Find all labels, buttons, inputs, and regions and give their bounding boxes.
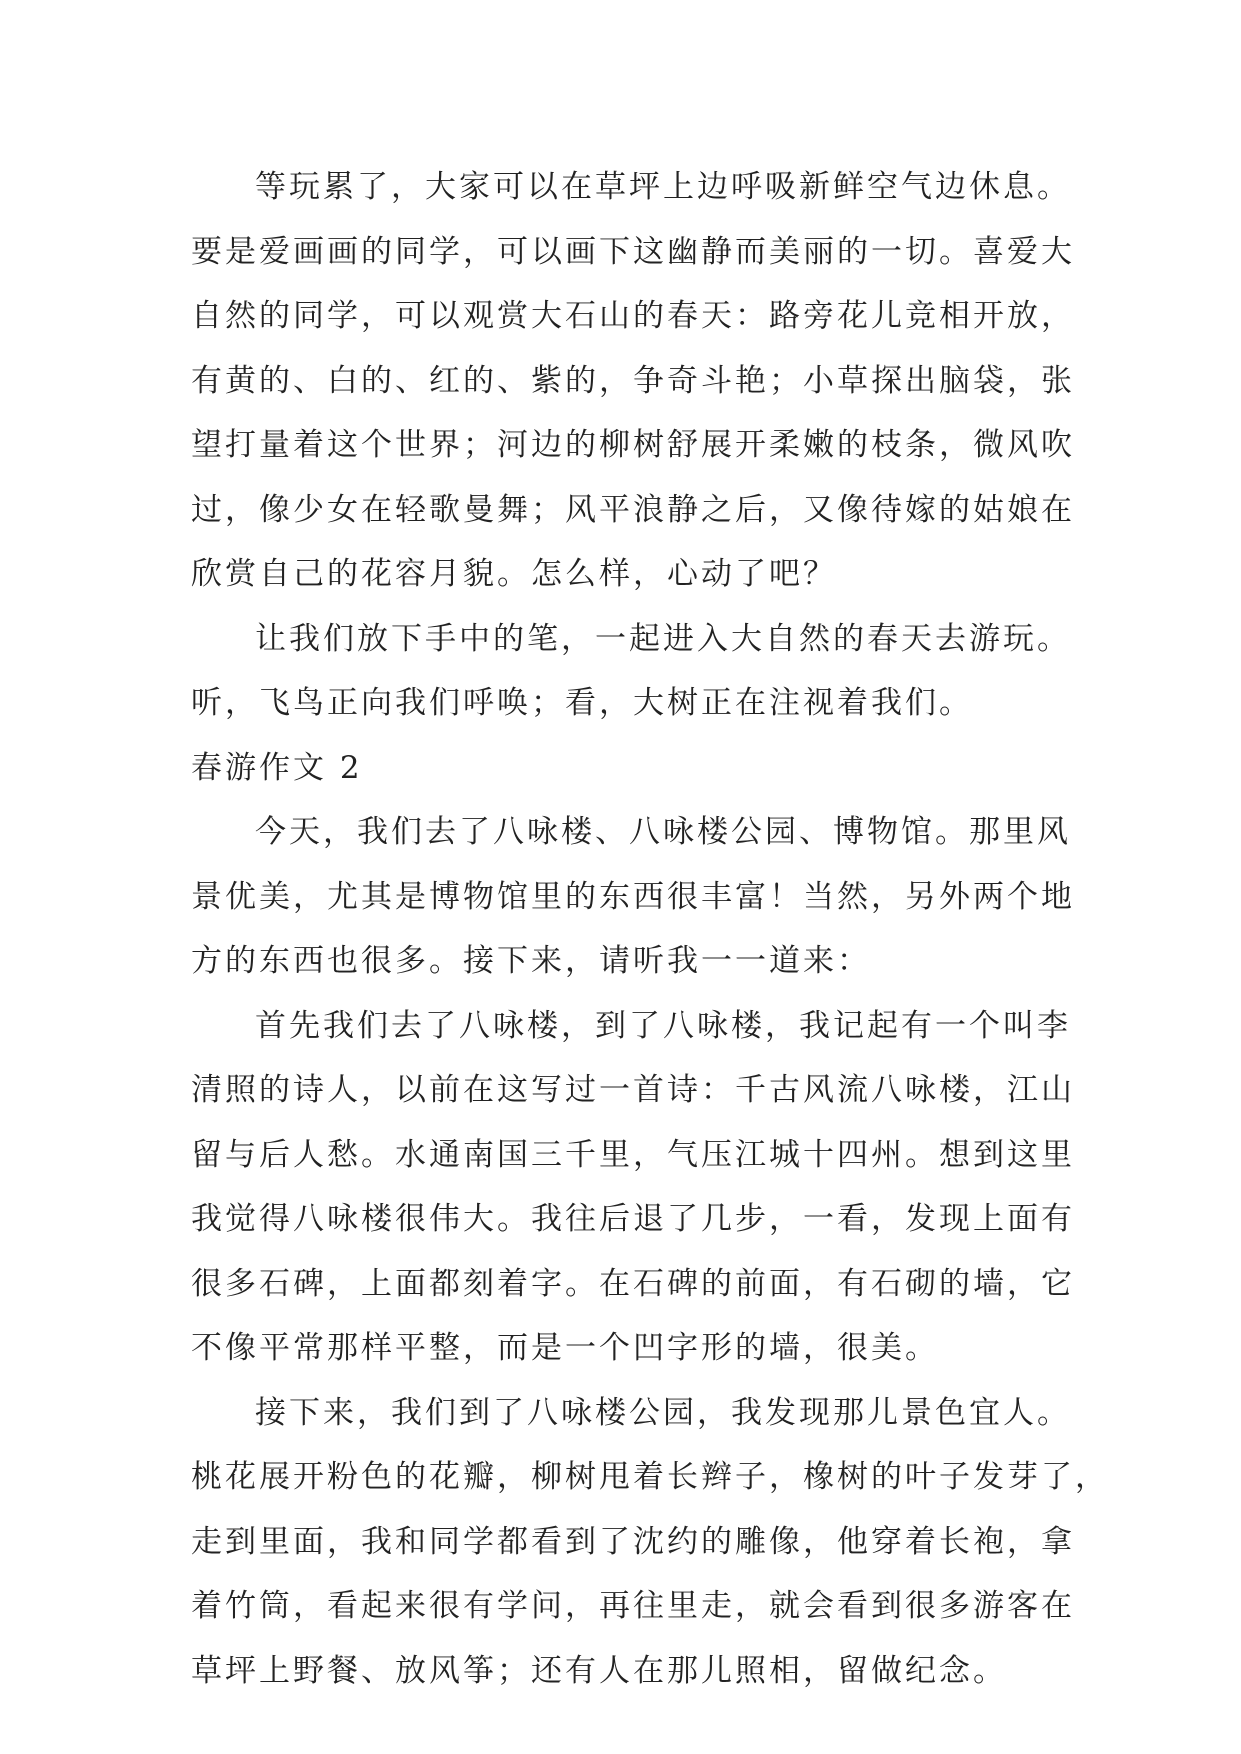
- text-line: 欣赏自己的花容月貌。怎么样，心动了吧？: [191, 556, 837, 592]
- paragraph: [191, 155, 1075, 607]
- text-line: 我觉得八咏楼很伟大。我往后退了几步，一看，发现上面有: [191, 1201, 1075, 1237]
- text-line: 很多石碑，上面都刻着字。在石碑的前面，有石砌的墙，它: [191, 1265, 1075, 1302]
- paragraph: [191, 1381, 1109, 1704]
- text-line: 要是爱画画的同学，可以画下这幽静而美丽的一切。喜爱大: [191, 233, 1075, 270]
- text-line: 桃花展开粉色的花瓣，柳树甩着长辫子，橡树的叶子发芽了，: [191, 1459, 1109, 1495]
- paragraph: [191, 607, 1071, 736]
- text-line: 让我们放下手中的笔，一起进入大自然的春天去游玩。: [255, 620, 1071, 657]
- section-heading: [191, 736, 1071, 801]
- paragraph: [191, 994, 1075, 1381]
- text-line: 接下来，我们到了八咏楼公园，我发现那儿景色宜人。: [255, 1394, 1071, 1431]
- text-line: 自然的同学，可以观赏大石山的春天：路旁花儿竞相开放，: [191, 298, 1075, 334]
- text-line: 等玩累了，大家可以在草坪上边呼吸新鲜空气边休息。: [255, 169, 1071, 205]
- heading-text: 春游作文 2: [191, 749, 363, 786]
- text-line: 过，像少女在轻歌曼舞；风平浪静之后，又像待嫁的姑娘在: [191, 491, 1075, 528]
- text-line: 不像平常那样平整，而是一个凹字形的墙，很美。: [191, 1330, 939, 1366]
- text-line: 走到里面，我和同学都看到了沈约的雕像，他穿着长袍，拿: [191, 1523, 1075, 1560]
- paragraph: [191, 800, 1075, 994]
- text-line: 首先我们去了八咏楼，到了八咏楼，我记起有一个叫李: [255, 1007, 1071, 1044]
- text-line: 望打量着这个世界；河边的柳树舒展开柔嫩的枝条，微风吹: [191, 427, 1075, 463]
- text-line: 景优美，尤其是博物馆里的东西很丰富！当然，另外两个地: [191, 878, 1075, 915]
- text-line: 听，飞鸟正向我们呼唤；看，大树正在注视着我们。: [191, 685, 973, 721]
- text-line: 着竹筒，看起来很有学问，再往里走，就会看到很多游客在: [191, 1588, 1075, 1624]
- text-line: 草坪上野餐、放风筝；还有人在那儿照相，留做纪念。: [191, 1652, 1007, 1689]
- text-line: 清照的诗人，以前在这写过一首诗：千古风流八咏楼，江山: [191, 1072, 1075, 1108]
- text-line: 方的东西也很多。接下来，请听我一一道来：: [191, 943, 871, 979]
- text-line: 今天，我们去了八咏楼、八咏楼公园、博物馆。那里风: [255, 814, 1071, 850]
- text-line: 留与后人愁。水通南国三千里，气压江城十四州。想到这里: [191, 1136, 1075, 1173]
- text-line: 有黄的、白的、红的、紫的，争奇斗艳；小草探出脑袋，张: [191, 362, 1075, 399]
- document-body: [191, 155, 1109, 1703]
